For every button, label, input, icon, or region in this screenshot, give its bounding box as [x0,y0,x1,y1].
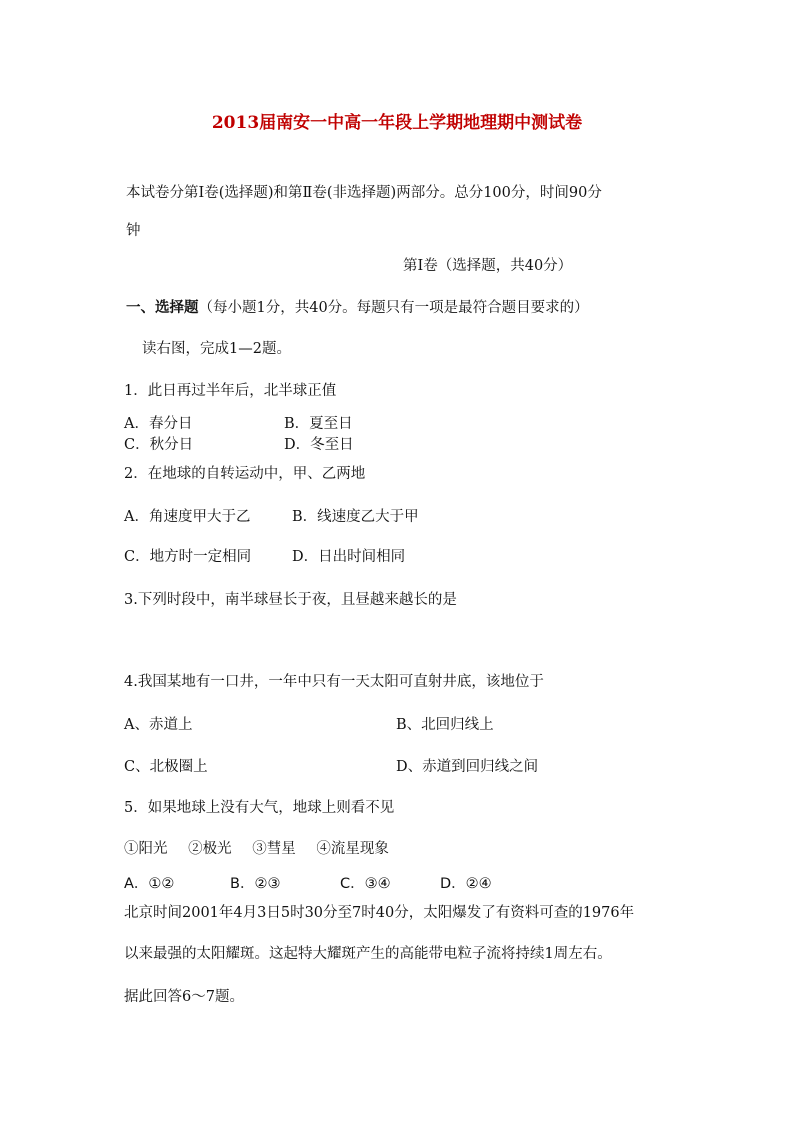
section-note: （每小题1分，共40分。每题只有一项是最符合题目要求的） [198,300,589,316]
question-5-item-3: ③彗星 [252,841,296,857]
read-instruction: 读右图，完成1—2题。 [142,341,291,357]
question-5-option-b: B．②③ [230,876,281,892]
question-1-stem: 1．此日再过半年后，北半球正值 [124,383,337,399]
question-5-item-1: ①阳光 [124,841,168,857]
question-4-option-b: B、北回归线上 [396,717,494,733]
question-1-option-a: A．春分日 [124,416,193,432]
question-1-option-b: B．夏至日 [284,416,353,432]
question-4-option-a: A、赤道上 [124,717,193,733]
question-2-option-d: D．日出时间相同 [292,549,406,565]
volume-heading: 第Ⅰ卷（选择题，共40分） [403,258,573,274]
question-4-option-c: C、北极圈上 [124,759,208,775]
question-5-stem: 5．如果地球上没有大气，地球上则看不见 [124,800,395,816]
question-1-option-d: D．冬至日 [284,437,354,453]
question-2-option-b: B．线速度乙大于甲 [292,509,419,525]
question-5-option-d: D．②④ [440,876,492,892]
question-2-option-c: C．地方时一定相同 [124,549,252,565]
question-4-option-d: D、赤道到回归线之间 [396,759,539,775]
question-5-options [124,872,492,893]
section-heading [126,296,589,317]
question-5-option-c: C．③④ [340,876,391,892]
question-5-item-2: ②极光 [188,841,232,857]
question-4-stem: 4.我国某地有一口井，一年中只有一天太阳可直射井底，该地位于 [124,674,544,690]
question-1-option-c: C．秋分日 [124,437,194,453]
question-2-stem: 2．在地球的自转运动中，甲、乙两地 [124,466,366,482]
question-5-item-4: ④流星现象 [316,841,389,857]
question-5-items [124,837,405,858]
intro-line-1: 本试卷分第Ⅰ卷(选择题)和第Ⅱ卷(非选择题)两部分。总分100分，时间90分 [126,185,602,201]
exam-title: 2013届南安一中高一年段上学期地理期中测试卷 [211,113,583,133]
question-5-option-a: A．①② [124,876,175,892]
question-3-stem: 3.下列时段中，南半球昼长于夜，且昼越来越长的是 [124,592,457,608]
passage-line-1: 北京时间2001年4月3日5时30分至7时40分，太阳爆发了有资料可查的1976年 [124,905,635,921]
question-2-option-a: A．角速度甲大于乙 [124,509,251,525]
passage-line-2: 以来最强的太阳耀斑。这起特大耀斑产生的高能带电粒子流将持续1周左右。 [124,946,612,962]
intro-line-2: 钟 [126,223,141,239]
passage-line-3: 据此回答6～7题。 [124,989,244,1005]
section-label: 一、选择题 [126,300,199,316]
